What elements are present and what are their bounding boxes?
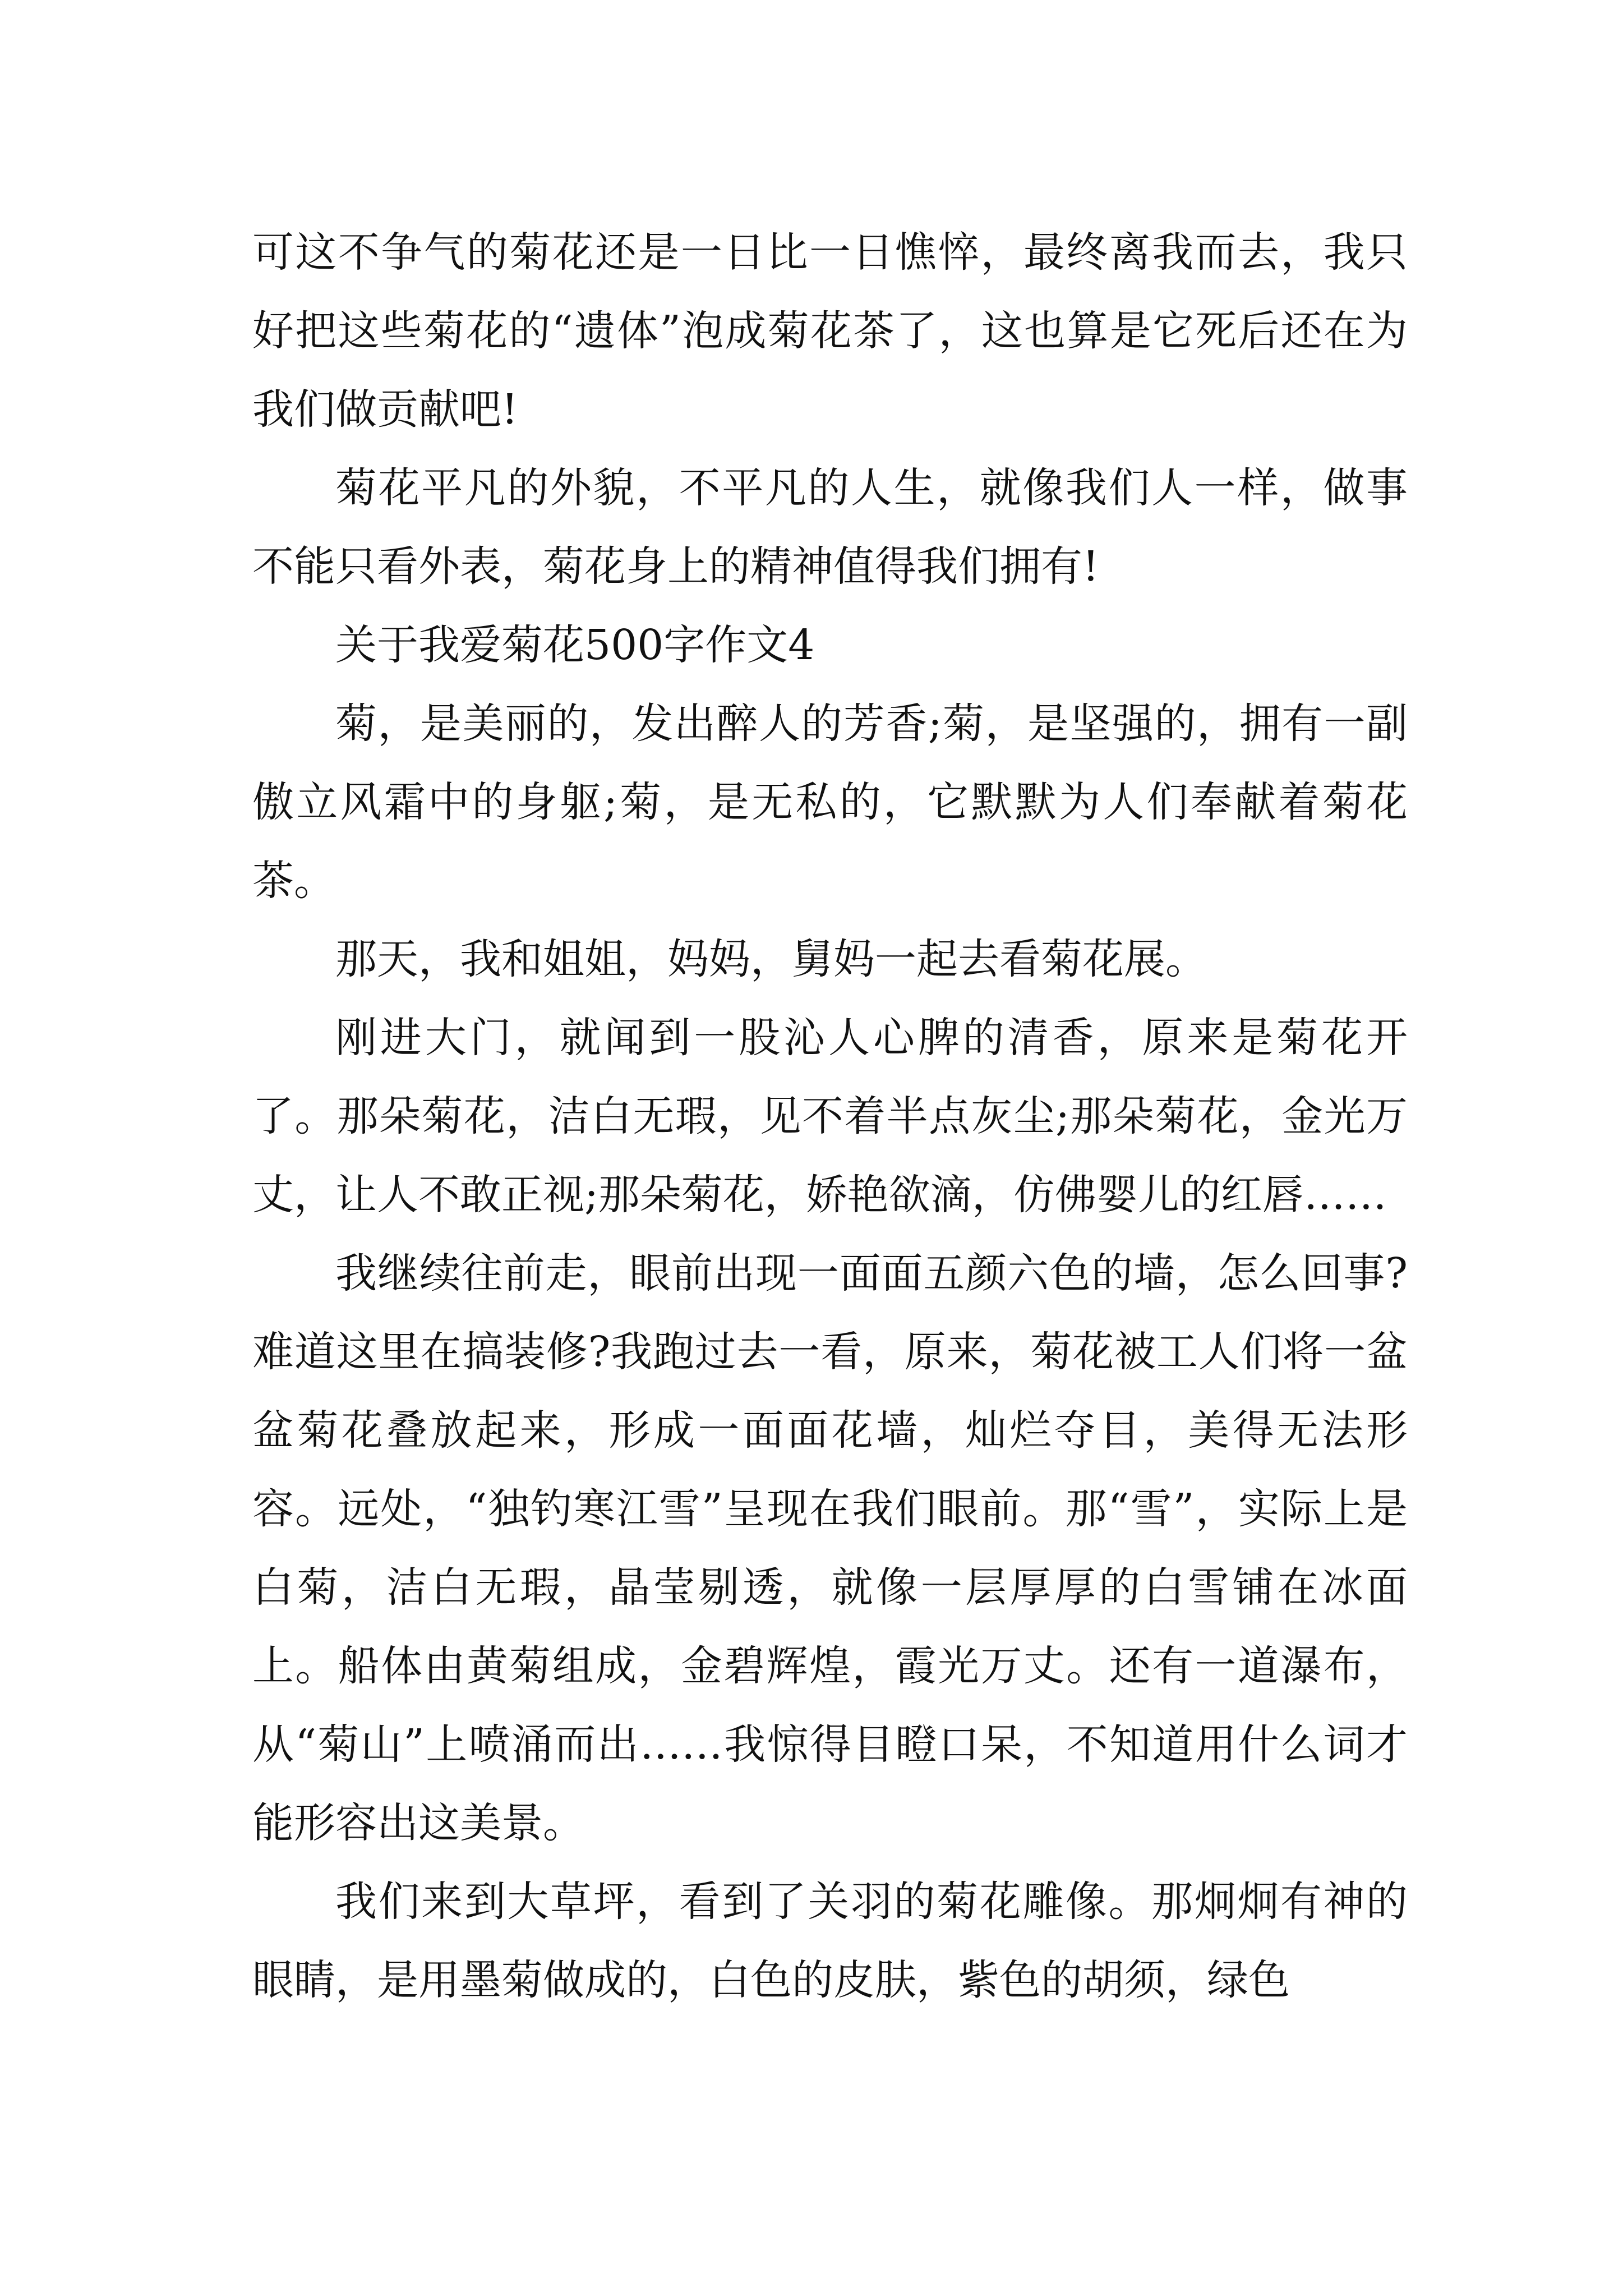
paragraph: 我继续往前走，眼前出现一面面五颜六色的墙，怎么回事?难道这里在搞装修?我跑过去一看，原来，菊花被工人们将一盆盆菊花叠放起来，形成一面面花墙，灿烂夺目，美得无法形容。远处，“独钓寒江雪”呈现在我们眼前。那“雪”，实际上是白菊，洁白无瑕，晶莹剔透，就像一层厚厚的白雪铺在冰面上。船体由黄菊组成，金碧辉煌，霞光万丈。还有一道瀑布，从“菊山”上喷涌而出……我惊得目瞪口呆，不知道用什么词才能形容出这美景。 xyxy=(252,1249,1408,1847)
section-heading: 关于我爱菊花500字作文4 xyxy=(335,621,815,669)
paragraph: 菊花平凡的外貌，不平凡的人生，就像我们人一样，做事不能只看外表，菊花身上的精神值得我们拥有! xyxy=(252,464,1408,591)
paragraph-continuation: 可这不争气的菊花还是一日比一日憔悴，最终离我而去，我只好把这些菊花的“遗体”泡成菊花茶了，这也算是它死后还在为我们做贡献吧! xyxy=(252,228,1408,434)
paragraph: 那天，我和姐姐，妈妈，舅妈一起去看菊花展。 xyxy=(335,935,1207,983)
document-body xyxy=(252,213,1408,2019)
paragraph: 菊，是美丽的，发出醉人的芳香;菊，是坚强的，拥有一副傲立风霜中的身躯;菊，是无私的，它默默为人们奉献着菊花茶。 xyxy=(252,700,1408,905)
paragraph: 我们来到大草坪，看到了关羽的菊花雕像。那炯炯有神的眼睛，是用墨菊做成的，白色的皮肤，紫色的胡须，绿色 xyxy=(252,1878,1408,2004)
paragraph: 刚进大门，就闻到一股沁人心脾的清香，原来是菊花开了。那朵菊花，洁白无瑕，见不着半点灰尘;那朵菊花，金光万丈，让人不敢正视;那朵菊花，娇艳欲滴，仿佛婴儿的红唇…… xyxy=(252,1014,1408,1219)
